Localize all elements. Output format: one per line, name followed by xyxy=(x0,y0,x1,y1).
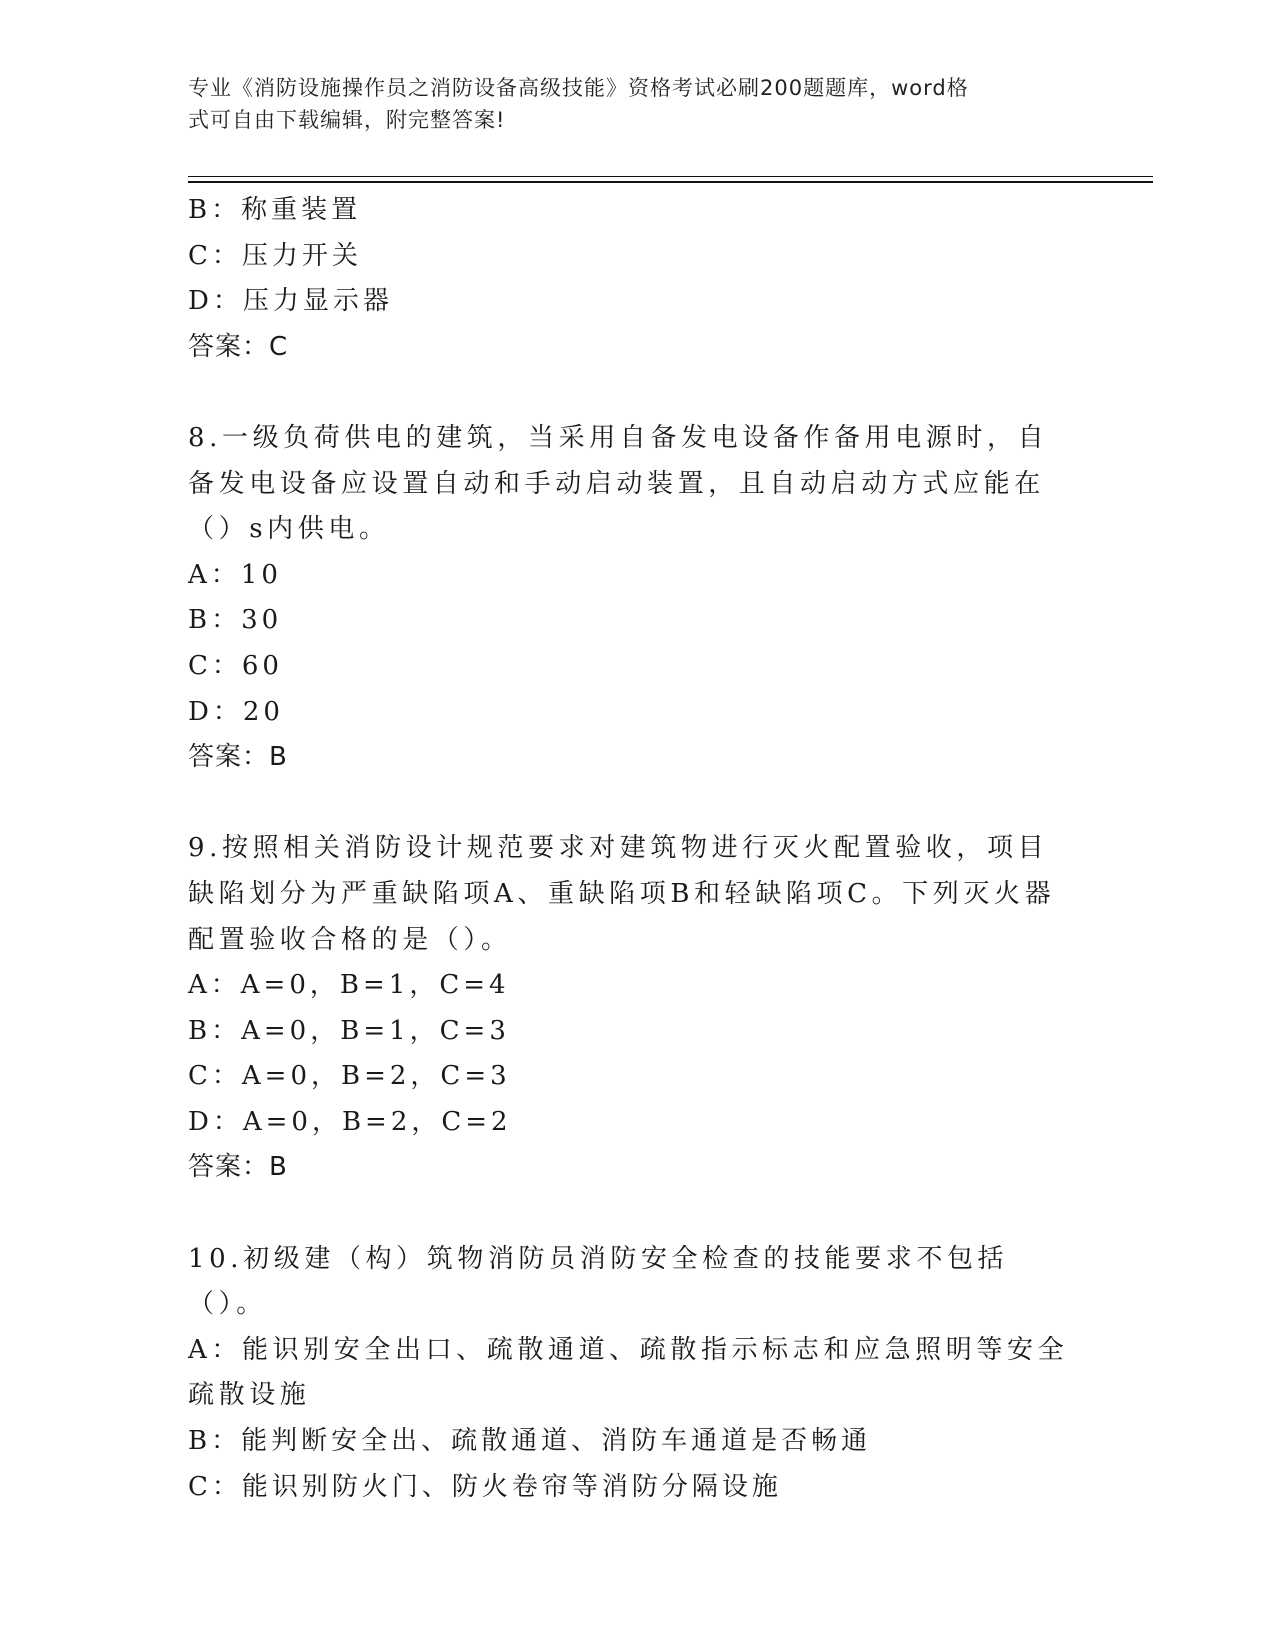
q7-answer: 答案：C xyxy=(188,331,289,362)
q7-option-b: B：称重装置 xyxy=(188,195,362,225)
header-divider-top xyxy=(188,176,1153,177)
spacer xyxy=(188,370,1088,416)
q8-option-a: A：10 xyxy=(188,559,282,590)
q10-option-c: C：能识别防火门、防火卷帘等消防分隔设施 xyxy=(188,1471,782,1502)
document-header xyxy=(188,72,1068,136)
q9-option-c: C：A=0，B=2，C=3 xyxy=(188,1061,511,1092)
header-divider-bottom xyxy=(188,181,1153,183)
q9-stem: 9.按照相关消防设计规范要求对建筑物进行灭火配置验收，项目缺陷划分为严重缺陷项A、重缺陷项B和轻缺陷项C。下列灭火器配置验收合格的是（）。 xyxy=(188,833,1056,955)
q9-option-d: D：A=0，B=2，C=2 xyxy=(188,1106,512,1137)
q8-answer: 答案：B xyxy=(188,742,288,773)
q7-option-d: D：压力显示器 xyxy=(188,286,393,317)
q9-option-b: B：A=0，B=1，C=3 xyxy=(188,1015,510,1046)
q10-option-a: A：能识别安全出口、疏散通道、疏散指示标志和应急照明等安全疏散设施 xyxy=(188,1334,1069,1411)
question-10 xyxy=(188,1237,1088,1511)
spacer xyxy=(188,781,1088,827)
q10-stem: 10.初级建（构）筑物消防员消防安全检查的技能要求不包括（）。 xyxy=(188,1243,1009,1320)
q8-option-c: C：60 xyxy=(188,650,283,681)
question-8 xyxy=(188,416,1088,781)
q8-stem: 8.一级负荷供电的建筑，当采用自备发电设备作备用电源时，自备发电设备应设置自动和手动启动装置，且自动启动方式应能在（）s内供电。 xyxy=(188,422,1049,545)
question-7 xyxy=(188,188,1088,370)
q8-option-d: D：20 xyxy=(188,696,284,727)
q7-option-c: C：压力开关 xyxy=(188,240,362,271)
q8-option-b: B：30 xyxy=(188,605,283,636)
q10-option-b: B：能判断安全出、疏散通道、消防车通道是否畅通 xyxy=(188,1426,872,1457)
header-line-1: 专业《消防设施操作员之消防设备高级技能》资格考试必刷200题题库，word格 xyxy=(188,76,969,100)
q9-option-a: A：A=0，B=1，C=4 xyxy=(188,970,510,1001)
header-line-2: 式可自由下载编辑，附完整答案! xyxy=(188,108,506,132)
q9-answer: 答案：B xyxy=(188,1152,288,1183)
spacer xyxy=(188,1191,1088,1237)
question-list xyxy=(188,188,1088,1510)
question-9 xyxy=(188,826,1088,1191)
